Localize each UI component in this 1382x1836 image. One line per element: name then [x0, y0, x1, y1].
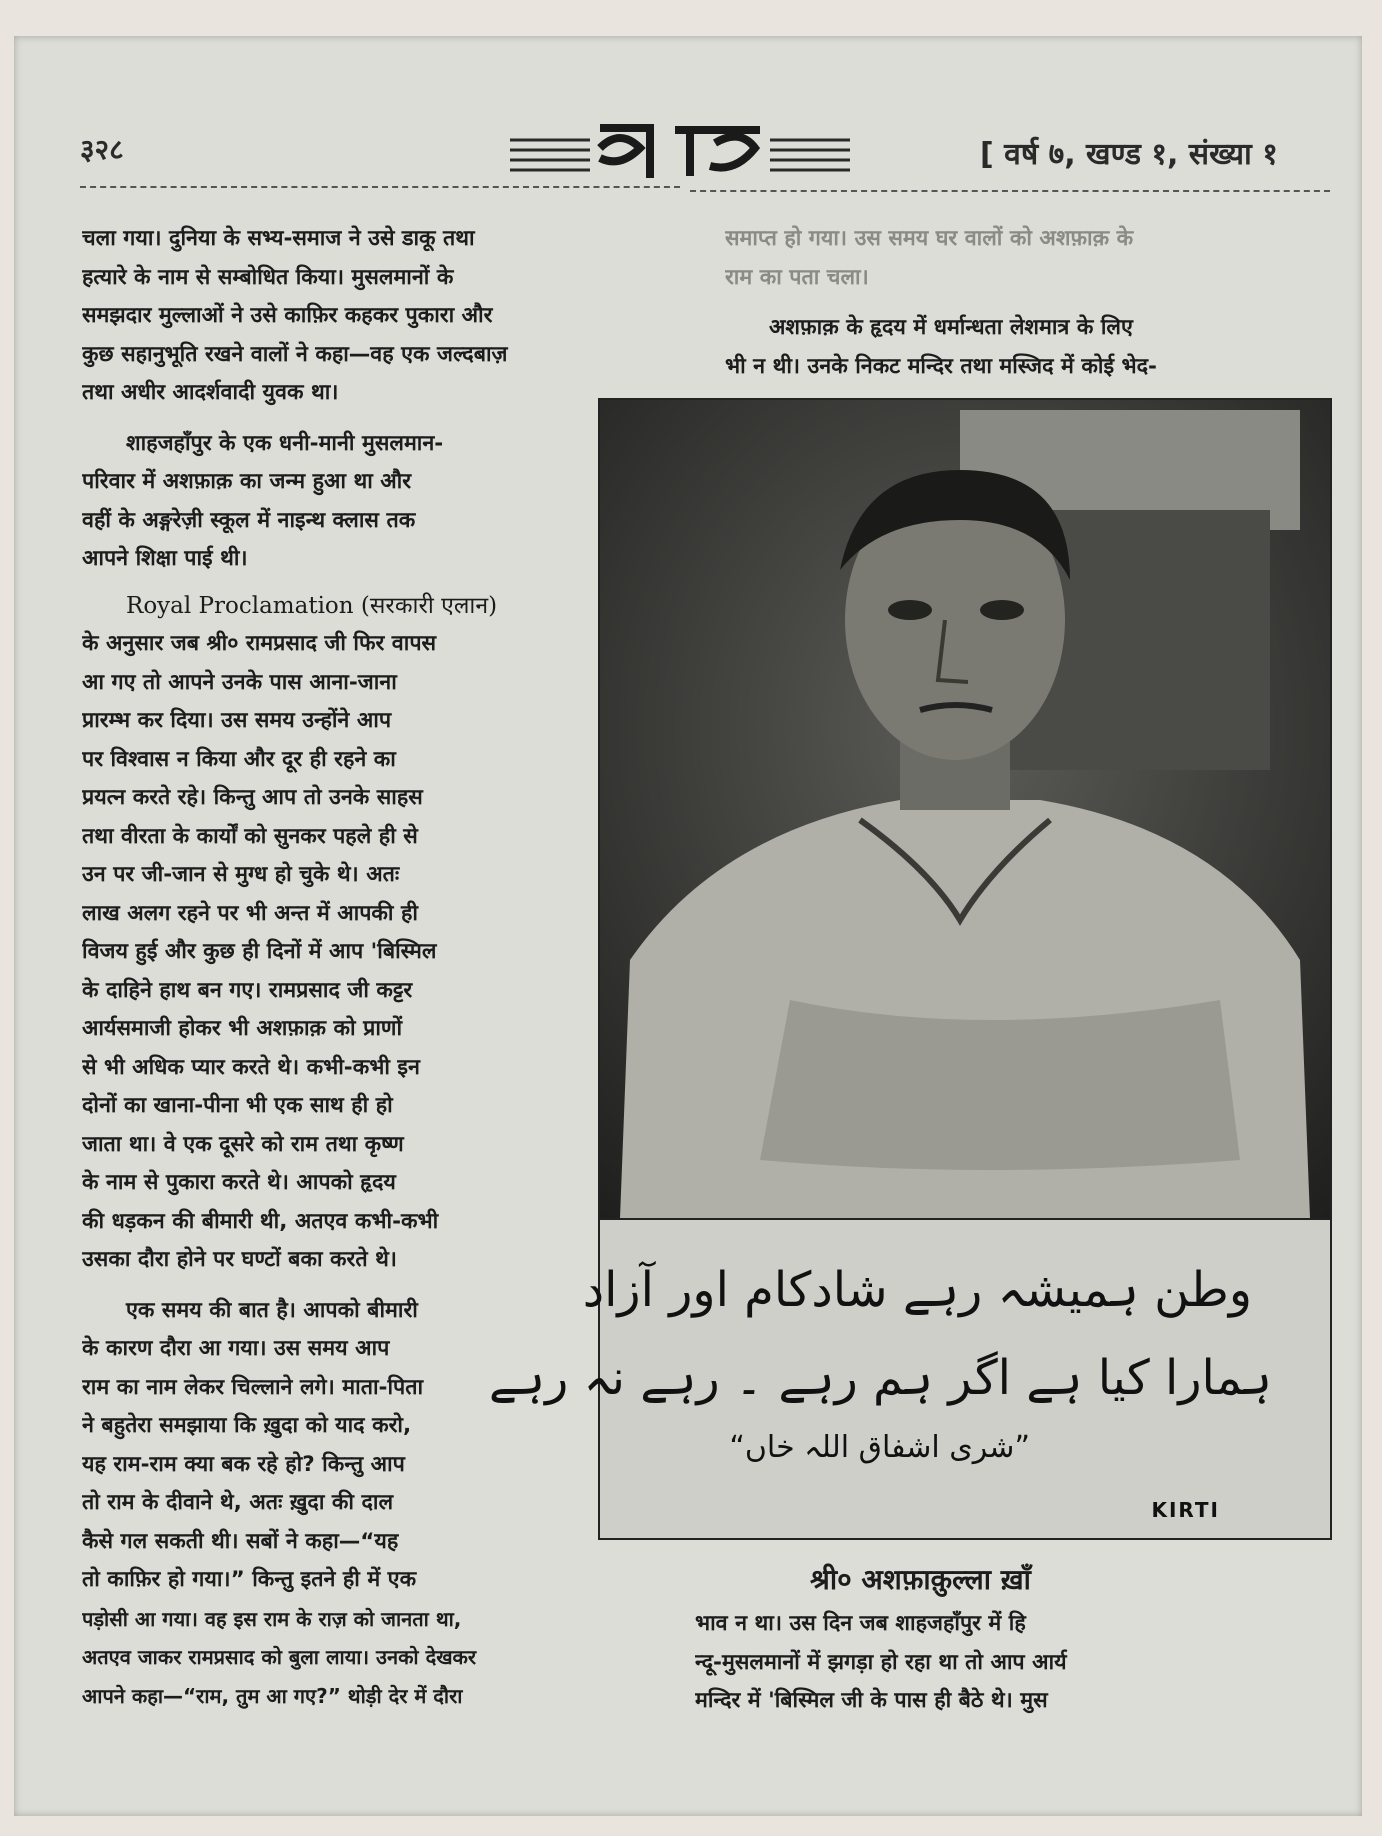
text-line: समझदार मुल्लाओं ने उसे काफ़िर कहकर पुकारा और: [82, 303, 493, 328]
text-line: भी न थी। उनके निकट मन्दिर तथा मस्जिद में कोई भेद-: [725, 353, 1157, 379]
urdu-verse-line-1: وطن ہمیشہ رہے شادکام اور آزاد: [582, 1262, 1252, 1318]
text-line: उन पर जी-जान से मुग्ध हो चुके थे। अतः: [82, 862, 400, 887]
text-line: पर विश्वास न किया और दूर ही रहने का: [82, 746, 396, 772]
text-line: यह राम-राम क्या बक रहे हो? किन्तु आप: [82, 1451, 405, 1477]
text-line: प्रयत्न करते रहे। किन्तु आप तो उनके साहस: [82, 785, 423, 810]
text-line: हत्यारे के नाम से सम्बोधित किया। मुसलमानों के: [82, 264, 454, 290]
text-line: भाव न था। उस दिन जब शाहजहाँपुर में हि: [695, 1611, 1026, 1636]
text-line: तथा वीरता के कार्यों को सुनकर पहले ही से: [82, 823, 418, 849]
urdu-signature: ”شری اشفاق اللہ خاں“: [729, 1430, 1030, 1465]
text-line: आ गए तो आपने उनके पास आना-जाना: [82, 669, 397, 695]
page-number: ३२८: [80, 133, 124, 166]
text-line: कैसे गल सकती थी। सबों ने कहा—“यह: [82, 1528, 399, 1554]
text-line: न्दू-मुसलमानों में झगड़ा हो रहा था तो आप आर्य: [695, 1649, 1067, 1675]
text-line: के अनुसार जब श्री० रामप्रसाद जी फिर वापस: [82, 631, 437, 656]
text-line: ने बहुतेरा समझाया कि ख़ुदा को याद करो,: [82, 1413, 412, 1438]
text-line: विजय हुई और कुछ ही दिनों में आप 'बिस्मिल: [82, 939, 437, 964]
text-line: लाख अलग रहने पर भी अन्त में आपकी ही: [82, 900, 418, 926]
text-line: तो काफ़िर हो गया।” किन्तु इतने ही में एक: [82, 1567, 417, 1592]
text-line: शाहजहाँपुर के एक धनी-मानी मुसलमान-: [126, 430, 444, 456]
text-line: आर्यसमाजी होकर भी अशफ़ाक़ को प्राणों: [82, 1016, 403, 1041]
text-line: दोनों का खाना-पीना भी एक साथ ही हो: [82, 1093, 393, 1118]
text-line: कुछ सहानुभूति रखने वालों ने कहा—वह एक जल्दबाज़: [82, 341, 508, 367]
text-line: तथा अधीर आदर्शवादी युवक था।: [82, 380, 339, 405]
text-line: तो राम के दीवाने थे, अतः ख़ुदा की दाल: [82, 1490, 394, 1515]
left-column: [82, 220, 682, 1715]
text-line: जाता था। वे एक दूसरे को राम तथा कृष्ण: [82, 1131, 404, 1157]
text-line: अशफ़ाक़ के हृदय में धर्मान्धता लेशमात्र के लिए: [769, 315, 1133, 340]
text-line: Royal Proclamation (सरकारी एलान): [126, 592, 498, 619]
header-rule-right: [690, 190, 1330, 192]
text-line: वहीं के अङ्गरेज़ी स्कूल में नाइन्थ क्लास तक: [82, 507, 416, 533]
text-line: परिवार में अशफ़ाक़ का जन्म हुआ था और: [82, 469, 412, 494]
text-line: मन्दिर में 'बिस्मिल जी के पास ही बैठे थे। मुस: [695, 1688, 1048, 1713]
header-rule-left: [80, 186, 680, 188]
text-line: से भी अधिक प्यार करते थे। कभी-कभी इन: [82, 1054, 420, 1080]
text-line: के कारण दौरा आ गया। उस समय आप: [82, 1336, 390, 1361]
text-line: समाप्त हो गया। उस समय घर वालों को अशफ़ाक़ के: [725, 226, 1134, 251]
issue-info: [ वर्ष ७, खण्ड १, संख्या १: [980, 137, 1278, 172]
portrait-photo: [600, 400, 1330, 1220]
urdu-verse-line-2: ہمارا کیا ہے اگر ہم رہے ۔ رہے نہ رہے: [488, 1350, 1272, 1406]
text-line: आपने कहा—“राम, तुम आ गए?” थोड़ी देर में दौरा: [82, 1683, 463, 1708]
portrait-frame: [488, 398, 1332, 1540]
text-line: अतएव जाकर रामप्रसाद को बुला लाया। उनको देखकर: [82, 1645, 477, 1669]
photo-caption: श्री० अशफ़ाक़ुल्ला ख़ाँ: [810, 1563, 1031, 1596]
text-line: चला गया। दुनिया के सभ्य-समाज ने उसे डाकू तथा: [82, 226, 475, 251]
photo-credit: KIRTI: [1151, 1498, 1220, 1522]
text-line: की धड़कन की बीमारी थी, अतएव कभी-कभी: [82, 1208, 439, 1234]
masthead-logo: [500, 118, 860, 188]
text-line: के नाम से पुकारा करते थे। आपको हृदय: [82, 1170, 396, 1195]
text-line: राम का नाम लेकर चिल्लाने लगे। माता-पिता: [82, 1374, 424, 1400]
right-column-top: [725, 220, 1335, 386]
text-line: राम का पता चला।: [725, 264, 869, 290]
text-line: आपने शिक्षा पाई थी।: [82, 546, 248, 571]
text-line: प्रारम्भ कर दिया। उस समय उन्होंने आप: [82, 708, 392, 733]
text-line: एक समय की बात है। आपको बीमारी: [126, 1297, 418, 1323]
right-column-bottom: [695, 1605, 1335, 1721]
text-line: के दाहिने हाथ बन गए। रामप्रसाद जी कट्टर: [82, 977, 413, 1003]
text-line: पड़ोसी आ गया। वह इस राम के राज़ को जानता था,: [82, 1606, 462, 1631]
text-line: उसका दौरा होने पर घण्टों बका करते थे।: [82, 1247, 397, 1272]
